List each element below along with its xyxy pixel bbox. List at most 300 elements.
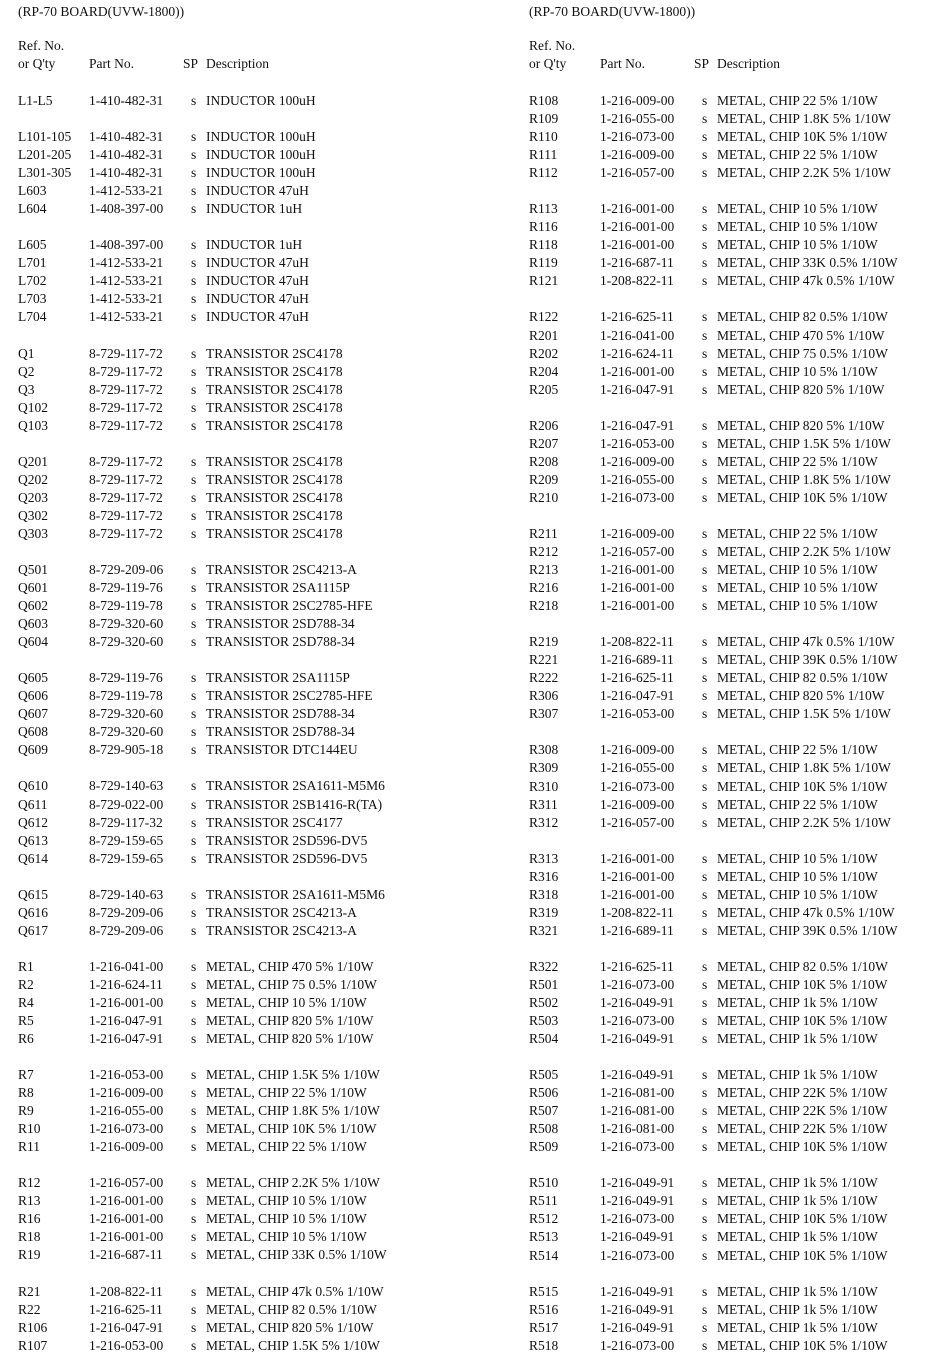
part-no-cell: 1-216-625-11	[600, 958, 674, 974]
ref-no-cell: R8	[18, 1085, 34, 1101]
ref-no-cell: L301-305	[18, 165, 72, 181]
ref-no-cell: Q614	[18, 850, 48, 866]
description-cell: METAL, CHIP 10K 5% 1/10W	[717, 1139, 888, 1155]
description-cell: METAL, CHIP 2.2K 5% 1/10W	[717, 543, 891, 559]
description-cell: METAL, CHIP 39K 0.5% 1/10W	[717, 652, 898, 668]
description-cell: TRANSISTOR 2SC2785-HFE	[206, 598, 373, 614]
part-no-cell: 1-216-073-00	[600, 976, 675, 992]
ref-no-cell: R116	[529, 219, 558, 235]
description-cell: TRANSISTOR 2SD788-34	[206, 634, 355, 650]
part-no-cell: 1-216-001-00	[89, 1193, 164, 1209]
ref-no-cell: R309	[529, 760, 559, 776]
ref-no-cell: R122	[529, 309, 559, 325]
ref-no-cell: R319	[529, 904, 559, 920]
part-no-cell: 1-412-533-21	[89, 291, 164, 307]
sp-cell: s	[702, 760, 708, 776]
sp-cell: s	[702, 778, 708, 794]
description-cell: TRANSISTOR 2SC4178	[206, 471, 343, 487]
sp-cell: s	[702, 1337, 708, 1353]
part-no-cell: 1-216-057-00	[89, 1175, 164, 1191]
description-cell: METAL, CHIP 470 5% 1/10W	[717, 327, 885, 343]
description-cell: METAL, CHIP 820 5% 1/10W	[717, 688, 885, 704]
ref-no-cell: R110	[529, 129, 558, 145]
part-no-cell: 1-408-397-00	[89, 237, 164, 253]
description-cell: METAL, CHIP 10K 5% 1/10W	[717, 1247, 888, 1263]
sp-cell: s	[702, 598, 708, 614]
description-cell: METAL, CHIP 10K 5% 1/10W	[717, 1211, 888, 1227]
ref-no-cell: L1-L5	[18, 93, 53, 108]
ref-no-cell: R518	[529, 1337, 559, 1353]
description-cell: TRANSISTOR 2SC4178	[206, 363, 343, 379]
part-no-cell: 1-216-049-91	[600, 1031, 675, 1047]
part-no-cell: 1-216-073-00	[600, 778, 675, 794]
ref-no-cell: R113	[529, 201, 558, 217]
sp-cell: s	[191, 1211, 197, 1227]
sp-cell: s	[702, 1085, 708, 1101]
ref-no-cell: L701	[18, 255, 47, 271]
ref-no-cell: Q102	[18, 399, 48, 415]
description-cell: METAL, CHIP 10 5% 1/10W	[717, 237, 878, 253]
ref-no-cell: Q2	[18, 363, 35, 379]
description-cell: METAL, CHIP 10K 5% 1/10W	[717, 778, 888, 794]
sp-cell: s	[191, 1301, 197, 1317]
description-cell: METAL, CHIP 820 5% 1/10W	[206, 1012, 374, 1028]
sp-cell: s	[191, 994, 197, 1010]
part-no-cell: 1-216-041-00	[600, 327, 675, 343]
description-cell: METAL, CHIP 1k 5% 1/10W	[717, 1283, 878, 1299]
sp-cell: s	[702, 688, 708, 704]
part-no-cell: 8-729-320-60	[89, 724, 164, 740]
ref-no-cell: R511	[529, 1193, 558, 1209]
part-no-cell: 1-216-049-91	[600, 1193, 675, 1209]
ref-no-cell: R517	[529, 1319, 559, 1335]
description-cell: METAL, CHIP 820 5% 1/10W	[206, 1319, 374, 1335]
ref-no-cell: R205	[529, 381, 559, 397]
header-qty: or Q'ty	[529, 56, 567, 71]
sp-cell: s	[191, 1103, 197, 1119]
description-cell: METAL, CHIP 22 5% 1/10W	[717, 453, 878, 469]
part-no-cell: 8-729-117-72	[89, 381, 163, 397]
description-cell: TRANSISTOR 2SD788-34	[206, 616, 355, 632]
part-no-cell: 1-412-533-21	[89, 273, 164, 289]
ref-no-cell: Q203	[18, 489, 48, 505]
part-no-cell: 8-729-209-06	[89, 904, 164, 920]
ref-no-cell: L101-105	[18, 129, 72, 145]
description-cell: TRANSISTOR 2SC4178	[206, 345, 343, 361]
ref-no-cell: Q603	[18, 616, 48, 632]
description-cell: METAL, CHIP 82 0.5% 1/10W	[717, 670, 888, 686]
ref-no-cell: R22	[18, 1301, 41, 1317]
sp-cell: s	[191, 255, 197, 271]
part-no-cell: 8-729-117-72	[89, 507, 163, 523]
description-cell: METAL, CHIP 33K 0.5% 1/10W	[206, 1247, 387, 1263]
description-cell: INDUCTOR 100uH	[206, 147, 316, 163]
sp-cell: s	[191, 634, 197, 650]
description-cell: TRANSISTOR 2SC2785-HFE	[206, 688, 373, 704]
description-cell: METAL, CHIP 22 5% 1/10W	[717, 147, 878, 163]
part-no-cell: 1-216-047-91	[89, 1012, 164, 1028]
sp-cell: s	[191, 778, 197, 794]
part-no-cell: 1-216-689-11	[600, 652, 674, 668]
ref-no-cell: Q201	[18, 453, 48, 469]
ref-no-cell: L604	[18, 201, 47, 217]
part-no-cell: 8-729-119-76	[89, 670, 163, 686]
ref-no-cell: L603	[18, 183, 47, 199]
part-no-cell: 1-216-001-00	[600, 886, 675, 902]
sp-cell: s	[702, 1193, 708, 1209]
part-no-cell: 1-216-041-00	[89, 958, 164, 974]
ref-no-cell: R119	[529, 255, 558, 271]
description-cell: METAL, CHIP 10 5% 1/10W	[717, 850, 878, 866]
sp-cell: s	[191, 1139, 197, 1155]
part-no-cell: 8-729-117-72	[89, 399, 163, 415]
sp-cell: s	[702, 958, 708, 974]
ref-no-cell: R5	[18, 1012, 34, 1028]
part-no-cell: 1-216-049-91	[600, 1067, 675, 1083]
sp-cell: s	[191, 832, 197, 848]
ref-no-cell: R18	[18, 1229, 41, 1245]
sp-cell: s	[702, 904, 708, 920]
ref-no-cell: R501	[529, 976, 559, 992]
ref-no-cell: R121	[529, 273, 559, 289]
description-cell: METAL, CHIP 47k 0.5% 1/10W	[717, 273, 895, 289]
header-description: Description	[717, 56, 780, 71]
sp-cell: s	[191, 345, 197, 361]
description-cell: METAL, CHIP 820 5% 1/10W	[717, 417, 885, 433]
sp-cell: s	[191, 273, 197, 289]
part-no-cell: 8-729-140-63	[89, 778, 164, 794]
description-cell: INDUCTOR 47uH	[206, 183, 309, 199]
sp-cell: s	[191, 165, 197, 181]
description-cell: INDUCTOR 100uH	[206, 93, 316, 108]
ref-no-cell: Q617	[18, 922, 48, 938]
ref-no-cell: Q202	[18, 471, 48, 487]
sp-cell: s	[702, 1283, 708, 1299]
sp-cell: s	[191, 904, 197, 920]
part-no-cell: 1-412-533-21	[89, 309, 164, 325]
sp-cell: s	[191, 1067, 197, 1083]
sp-cell: s	[191, 471, 197, 487]
sp-cell: s	[191, 201, 197, 217]
sp-cell: s	[191, 399, 197, 415]
description-cell: TRANSISTOR 2SC4178	[206, 507, 343, 523]
description-cell: METAL, CHIP 82 0.5% 1/10W	[717, 958, 888, 974]
ref-no-cell: R6	[18, 1031, 34, 1047]
sp-cell: s	[191, 183, 197, 199]
description-cell: METAL, CHIP 2.2K 5% 1/10W	[206, 1175, 380, 1191]
sp-cell: s	[191, 1193, 197, 1209]
description-cell: METAL, CHIP 22K 5% 1/10W	[717, 1085, 888, 1101]
part-no-cell: 1-410-482-31	[89, 129, 164, 145]
description-cell: METAL, CHIP 1k 5% 1/10W	[717, 1301, 878, 1317]
description-cell: METAL, CHIP 22K 5% 1/10W	[717, 1103, 888, 1119]
ref-no-cell: R321	[529, 922, 559, 938]
description-cell: METAL, CHIP 10 5% 1/10W	[717, 886, 878, 902]
sp-cell: s	[702, 652, 708, 668]
sp-cell: s	[191, 561, 197, 577]
part-no-cell: 1-216-073-00	[89, 1121, 164, 1137]
ref-no-cell: R308	[529, 742, 559, 758]
part-no-cell: 8-729-022-00	[89, 796, 164, 812]
ref-no-cell: R13	[18, 1193, 41, 1209]
part-no-cell: 8-729-905-18	[89, 742, 164, 758]
ref-no-cell: R11	[18, 1139, 41, 1155]
sp-cell: s	[702, 273, 708, 289]
description-cell: METAL, CHIP 1.8K 5% 1/10W	[206, 1103, 380, 1119]
description-cell: INDUCTOR 1uH	[206, 237, 303, 253]
description-cell: METAL, CHIP 22 5% 1/10W	[717, 742, 878, 758]
sp-cell: s	[702, 471, 708, 487]
ref-no-cell: R507	[529, 1103, 559, 1119]
part-no-cell: 8-729-117-32	[89, 814, 163, 830]
ref-no-cell: Q302	[18, 507, 48, 523]
ref-no-cell: R322	[529, 958, 559, 974]
ref-no-cell: Q103	[18, 417, 48, 433]
sp-cell: s	[702, 1229, 708, 1245]
description-cell: TRANSISTOR 2SC4177	[206, 814, 343, 830]
description-cell: INDUCTOR 100uH	[206, 129, 316, 145]
ref-no-cell: Q613	[18, 832, 48, 848]
ref-no-cell: R514	[529, 1247, 559, 1263]
ref-no-cell: R502	[529, 994, 559, 1010]
description-cell: TRANSISTOR 2SA1115P	[206, 580, 350, 596]
sp-cell: s	[702, 742, 708, 758]
sp-cell: s	[191, 706, 197, 722]
part-no-cell: 1-216-049-91	[600, 1319, 675, 1335]
ref-no-cell: R513	[529, 1229, 559, 1245]
ref-no-cell: R306	[529, 688, 559, 704]
ref-no-cell: R204	[529, 363, 559, 379]
part-no-cell: 8-729-320-60	[89, 616, 164, 632]
ref-no-cell: R503	[529, 1013, 559, 1029]
part-no-cell: 1-216-053-00	[89, 1337, 164, 1353]
part-no-cell: 1-216-001-00	[600, 850, 675, 866]
sp-cell: s	[191, 616, 197, 632]
part-no-cell: 1-216-009-00	[89, 1139, 164, 1155]
ref-no-cell: R107	[18, 1337, 48, 1353]
sp-cell: s	[702, 237, 708, 253]
ref-no-cell: R202	[529, 345, 559, 361]
sp-cell: s	[191, 796, 197, 812]
sp-cell: s	[702, 165, 708, 181]
header-part-no: Part No.	[89, 56, 134, 71]
part-no-cell: 1-216-624-11	[600, 345, 674, 361]
sp-cell: s	[702, 994, 708, 1010]
part-no-cell: 8-729-209-06	[89, 561, 164, 577]
header-ref-no: Ref. No.	[529, 38, 576, 53]
description-cell: METAL, CHIP 1k 5% 1/10W	[717, 1067, 878, 1083]
sp-cell: s	[191, 958, 197, 974]
sp-cell: s	[702, 1067, 708, 1083]
ref-no-cell: R504	[529, 1031, 559, 1047]
sp-cell: s	[702, 363, 708, 379]
description-cell: METAL, CHIP 75 0.5% 1/10W	[206, 976, 377, 992]
ref-no-cell: R19	[18, 1247, 41, 1263]
part-no-cell: 1-216-055-00	[600, 760, 675, 776]
part-no-cell: 1-216-055-00	[600, 111, 675, 127]
ref-no-cell: R2	[18, 976, 34, 992]
ref-no-cell: R506	[529, 1085, 559, 1101]
sp-cell: s	[702, 453, 708, 469]
part-no-cell: 1-216-001-00	[89, 994, 164, 1010]
description-cell: METAL, CHIP 10 5% 1/10W	[717, 580, 878, 596]
ref-no-cell: R12	[18, 1175, 41, 1191]
description-cell: TRANSISTOR 2SD596-DV5	[206, 832, 368, 848]
ref-no-cell: Q501	[18, 561, 48, 577]
part-no-cell: 1-216-047-91	[600, 381, 675, 397]
description-cell: METAL, CHIP 10 5% 1/10W	[717, 598, 878, 614]
description-cell: METAL, CHIP 10K 5% 1/10W	[717, 1013, 888, 1029]
ref-no-cell: R9	[18, 1103, 34, 1119]
description-cell: METAL, CHIP 1.8K 5% 1/10W	[717, 111, 891, 127]
ref-no-cell: Q616	[18, 904, 48, 920]
sp-cell: s	[191, 93, 197, 108]
part-no-cell: 1-216-047-91	[89, 1031, 164, 1047]
sp-cell: s	[191, 381, 197, 397]
description-cell: METAL, CHIP 820 5% 1/10W	[717, 381, 885, 397]
sp-cell: s	[191, 237, 197, 253]
sp-cell: s	[191, 1031, 197, 1047]
ref-no-cell: R510	[529, 1175, 559, 1191]
description-cell: METAL, CHIP 10K 5% 1/10W	[717, 976, 888, 992]
sp-cell: s	[702, 489, 708, 505]
description-cell: METAL, CHIP 1k 5% 1/10W	[717, 994, 878, 1010]
sp-cell: s	[191, 1012, 197, 1028]
sp-cell: s	[191, 1085, 197, 1101]
part-no-cell: 1-216-081-00	[600, 1085, 675, 1101]
sp-cell: s	[702, 147, 708, 163]
description-cell: METAL, CHIP 22 5% 1/10W	[206, 1085, 367, 1101]
description-cell: METAL, CHIP 75 0.5% 1/10W	[717, 345, 888, 361]
sp-cell: s	[191, 688, 197, 704]
sp-cell: s	[191, 417, 197, 433]
sp-cell: s	[702, 1175, 708, 1191]
ref-no-cell: Q606	[18, 688, 48, 704]
ref-no-cell: R310	[529, 778, 559, 794]
ref-no-cell: R313	[529, 850, 559, 866]
description-cell: METAL, CHIP 82 0.5% 1/10W	[206, 1301, 377, 1317]
ref-no-cell: R7	[18, 1067, 34, 1083]
part-no-cell: 1-216-073-00	[600, 1247, 675, 1263]
part-no-cell: 1-216-001-00	[600, 201, 675, 217]
part-no-cell: 1-216-624-11	[89, 976, 163, 992]
sp-cell: s	[191, 1175, 197, 1191]
part-no-cell: 1-216-057-00	[600, 814, 675, 830]
description-cell: METAL, CHIP 22 5% 1/10W	[206, 1139, 367, 1155]
part-no-cell: 8-729-117-72	[89, 453, 163, 469]
part-no-cell: 8-729-209-06	[89, 922, 164, 938]
sp-cell: s	[702, 886, 708, 902]
sp-cell: s	[191, 1319, 197, 1335]
sp-cell: s	[191, 814, 197, 830]
ref-no-cell: R210	[529, 489, 559, 505]
description-cell: METAL, CHIP 10 5% 1/10W	[206, 994, 367, 1010]
board-title: (RP-70 BOARD(UVW-1800))	[18, 4, 185, 19]
sp-cell: s	[702, 543, 708, 559]
header-description: Description	[206, 56, 269, 71]
part-no-cell: 1-216-009-00	[89, 1085, 164, 1101]
ref-no-cell: L201-205	[18, 147, 72, 163]
part-no-cell: 1-208-822-11	[600, 273, 674, 289]
description-cell: METAL, CHIP 2.2K 5% 1/10W	[717, 165, 891, 181]
part-no-cell: 1-216-073-00	[600, 1337, 675, 1353]
sp-cell: s	[191, 742, 197, 758]
description-cell: METAL, CHIP 1k 5% 1/10W	[717, 1229, 878, 1245]
part-no-cell: 8-729-119-78	[89, 688, 163, 704]
sp-cell: s	[191, 363, 197, 379]
part-no-cell: 1-216-625-11	[600, 309, 674, 325]
description-cell: METAL, CHIP 10 5% 1/10W	[206, 1211, 367, 1227]
part-no-cell: 1-408-397-00	[89, 201, 164, 217]
part-no-cell: 1-216-081-00	[600, 1103, 675, 1119]
sp-cell: s	[702, 345, 708, 361]
description-cell: METAL, CHIP 10 5% 1/10W	[717, 363, 878, 379]
sp-cell: s	[702, 1121, 708, 1137]
description-cell: METAL, CHIP 10K 5% 1/10W	[717, 129, 888, 145]
sp-cell: s	[702, 706, 708, 722]
part-no-cell: 1-216-625-11	[89, 1301, 163, 1317]
ref-no-cell: Q607	[18, 706, 48, 722]
part-no-cell: 1-216-009-00	[600, 525, 675, 541]
sp-cell: s	[702, 327, 708, 343]
description-cell: TRANSISTOR 2SC4213-A	[206, 561, 357, 577]
description-cell: METAL, CHIP 1.8K 5% 1/10W	[717, 760, 891, 776]
description-cell: METAL, CHIP 47k 0.5% 1/10W	[206, 1283, 384, 1299]
part-no-cell: 1-216-625-11	[600, 670, 674, 686]
ref-no-cell: R218	[529, 598, 559, 614]
ref-no-cell: R106	[18, 1319, 48, 1335]
description-cell: TRANSISTOR 2SA1115P	[206, 670, 350, 686]
ref-no-cell: L704	[18, 309, 47, 325]
part-no-cell: 1-216-057-00	[600, 543, 675, 559]
part-no-cell: 1-216-047-91	[600, 417, 675, 433]
part-no-cell: 1-412-533-21	[89, 183, 164, 199]
part-no-cell: 1-216-055-00	[600, 471, 675, 487]
sp-cell: s	[191, 850, 197, 866]
description-cell: TRANSISTOR 2SD788-34	[206, 706, 355, 722]
part-no-cell: 8-729-320-60	[89, 706, 164, 722]
ref-no-cell: Q602	[18, 598, 48, 614]
sp-cell: s	[191, 525, 197, 541]
sp-cell: s	[191, 147, 197, 163]
part-no-cell: 8-729-117-72	[89, 489, 163, 505]
ref-no-cell: R109	[529, 111, 559, 127]
part-no-cell: 1-216-001-00	[600, 598, 675, 614]
description-cell: METAL, CHIP 10 5% 1/10W	[717, 201, 878, 217]
ref-no-cell: R222	[529, 670, 559, 686]
board-title: (RP-70 BOARD(UVW-1800))	[529, 4, 696, 19]
ref-no-cell: Q610	[18, 778, 48, 794]
ref-no-cell: R118	[529, 237, 558, 253]
ref-no-cell: R21	[18, 1283, 41, 1299]
ref-no-cell: Q303	[18, 525, 48, 541]
description-cell: METAL, CHIP 1.5K 5% 1/10W	[206, 1067, 380, 1083]
description-cell: METAL, CHIP 1k 5% 1/10W	[717, 1175, 878, 1191]
part-no-cell: 1-410-482-31	[89, 93, 164, 108]
ref-no-cell: R10	[18, 1121, 41, 1137]
sp-cell: s	[702, 976, 708, 992]
sp-cell: s	[702, 417, 708, 433]
description-cell: TRANSISTOR DTC144EU	[206, 742, 358, 758]
header-qty: or Q'ty	[18, 56, 56, 71]
part-no-cell: 8-729-117-72	[89, 471, 163, 487]
ref-no-cell: R208	[529, 453, 559, 469]
sp-cell: s	[702, 219, 708, 235]
sp-cell: s	[702, 1301, 708, 1317]
part-no-cell: 1-208-822-11	[600, 904, 674, 920]
sp-cell: s	[191, 976, 197, 992]
ref-no-cell: Q609	[18, 742, 48, 758]
